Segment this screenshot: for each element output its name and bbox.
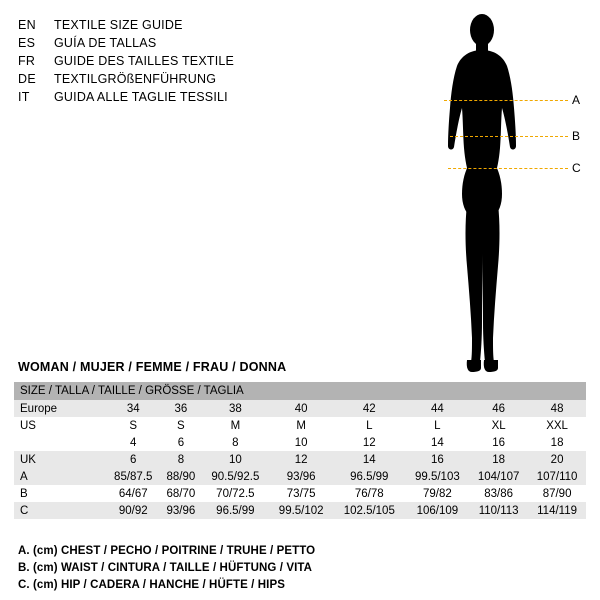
cell: S	[106, 417, 160, 434]
language-title: GUÍA DE TALLAS	[54, 36, 157, 50]
cell: 4	[106, 434, 160, 451]
cell: 6	[160, 434, 201, 451]
row-label: UK	[14, 451, 106, 468]
cell: 93/96	[160, 502, 201, 519]
cell: 110/113	[469, 502, 528, 519]
cell: 44	[406, 400, 470, 417]
language-code: ES	[18, 36, 36, 50]
cell: 40	[269, 400, 333, 417]
cell: 73/75	[269, 485, 333, 502]
cell: 8	[201, 434, 269, 451]
cell: 6	[106, 451, 160, 468]
cell: XL	[469, 417, 528, 434]
cell: 12	[269, 451, 333, 468]
table-row	[14, 502, 586, 519]
cell: 93/96	[269, 468, 333, 485]
cell: 8	[160, 451, 201, 468]
cell: 70/72.5	[201, 485, 269, 502]
measure-line-c	[448, 168, 568, 169]
cell: 36	[160, 400, 201, 417]
language-row	[18, 52, 348, 70]
cell: 88/90	[160, 468, 201, 485]
language-code: EN	[18, 18, 36, 32]
cell: 96.5/99	[201, 502, 269, 519]
cell: L	[333, 417, 406, 434]
body-figure-diagram	[420, 8, 590, 378]
woman-body-silhouette-icon	[420, 8, 590, 378]
cell: 68/70	[160, 485, 201, 502]
language-code: IT	[18, 90, 30, 104]
measure-label-c: C	[572, 161, 581, 175]
language-title: TEXTILE SIZE GUIDE	[54, 18, 183, 32]
cell: M	[201, 417, 269, 434]
language-row	[18, 16, 348, 34]
language-header-block	[18, 16, 348, 106]
cell: 10	[201, 451, 269, 468]
cell: 99.5/103	[406, 468, 470, 485]
language-code: FR	[18, 54, 36, 68]
table-header-row	[14, 382, 586, 400]
table-row	[14, 451, 586, 468]
language-title: GUIDA ALLE TAGLIE TESSILI	[54, 90, 228, 104]
cell: 20	[528, 451, 586, 468]
measure-label-b: B	[572, 129, 581, 143]
row-label: C	[14, 502, 106, 519]
cell: 34	[106, 400, 160, 417]
language-code: DE	[18, 72, 36, 86]
cell: 18	[469, 451, 528, 468]
cell: 16	[406, 451, 470, 468]
footnote-chest: A. (cm) CHEST / PECHO / POITRINE / TRUHE / PETTO	[18, 545, 316, 557]
row-label: US	[14, 417, 106, 434]
language-title: TEXTILGRÖßENFÜHRUNG	[54, 72, 217, 86]
row-label	[14, 434, 106, 451]
size-table	[14, 382, 586, 519]
cell: 18	[528, 434, 586, 451]
cell: 90.5/92.5	[201, 468, 269, 485]
cell: 64/67	[106, 485, 160, 502]
cell: 38	[201, 400, 269, 417]
cell: 83/86	[469, 485, 528, 502]
table-row	[14, 485, 586, 502]
cell: 10	[269, 434, 333, 451]
cell: 14	[333, 451, 406, 468]
cell: 85/87.5	[106, 468, 160, 485]
measure-label-a: A	[572, 93, 581, 107]
table-row	[14, 400, 586, 417]
cell: 76/78	[333, 485, 406, 502]
cell: 90/92	[106, 502, 160, 519]
cell: 99.5/102	[269, 502, 333, 519]
footnotes-block	[18, 543, 578, 594]
cell: 96.5/99	[333, 468, 406, 485]
cell: 106/109	[406, 502, 470, 519]
table-header-label: SIZE / TALLA / TAILLE / GRÖSSE / TAGLIA	[14, 382, 586, 400]
language-title: GUIDE DES TAILLES TEXTILE	[54, 54, 235, 68]
cell: 46	[469, 400, 528, 417]
cell: 14	[406, 434, 470, 451]
footnote-waist: B. (cm) WAIST / CINTURA / TAILLE / HÜFTUNG / VITA	[18, 562, 313, 574]
row-label: B	[14, 485, 106, 502]
table-row	[14, 468, 586, 485]
cell: 107/110	[528, 468, 586, 485]
cell: 114/119	[528, 502, 586, 519]
cell: 87/90	[528, 485, 586, 502]
cell: 12	[333, 434, 406, 451]
cell: L	[406, 417, 470, 434]
cell: 104/107	[469, 468, 528, 485]
cell: 48	[528, 400, 586, 417]
cell: XXL	[528, 417, 586, 434]
row-label: Europe	[14, 400, 106, 417]
cell: S	[160, 417, 201, 434]
cell: 42	[333, 400, 406, 417]
measure-line-a	[444, 100, 568, 101]
cell: 79/82	[406, 485, 470, 502]
measure-line-b	[450, 136, 568, 137]
section-caption: WOMAN / MUJER / FEMME / FRAU / DONNA	[18, 360, 287, 374]
row-label: A	[14, 468, 106, 485]
cell: M	[269, 417, 333, 434]
language-row	[18, 88, 348, 106]
cell: 102.5/105	[333, 502, 406, 519]
cell: 16	[469, 434, 528, 451]
table-row	[14, 417, 586, 434]
language-row	[18, 34, 348, 52]
footnote-hip: C. (cm) HIP / CADERA / HANCHE / HÜFTE / HIPS	[18, 579, 286, 591]
table-row	[14, 434, 586, 451]
language-row	[18, 70, 348, 88]
